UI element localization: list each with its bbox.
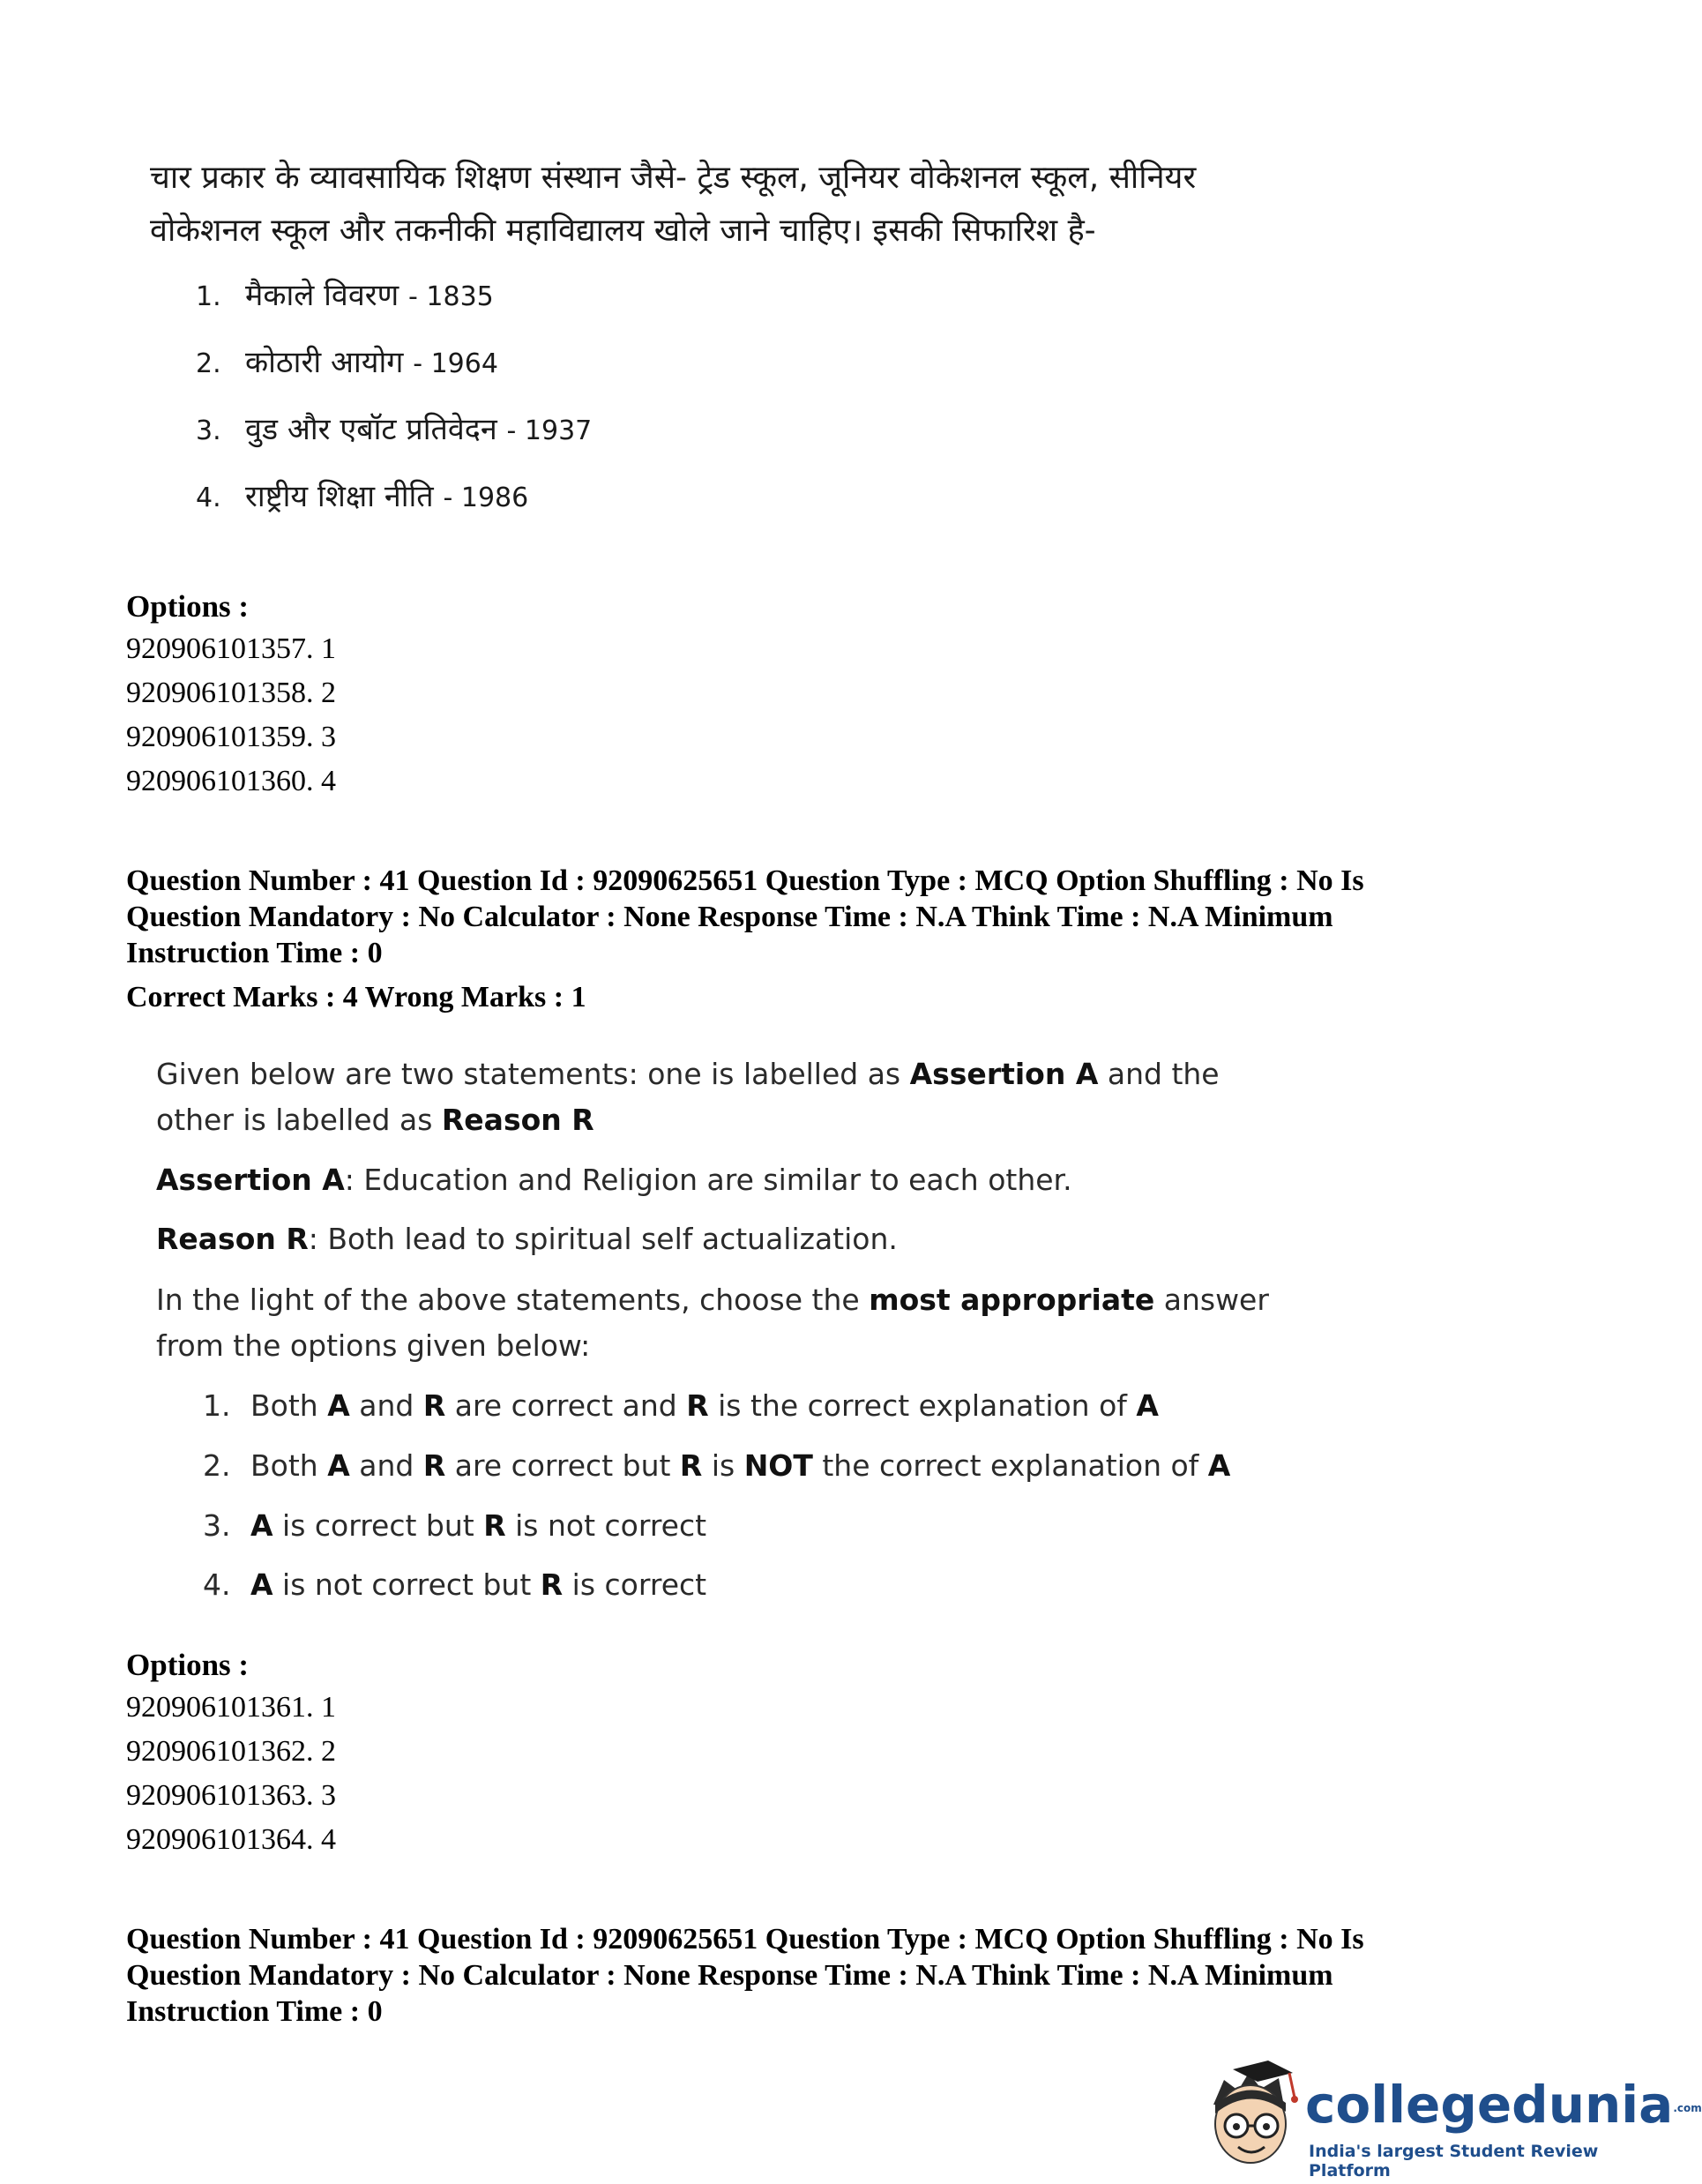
question-metadata: Question Number : 41 Question Id : 92090625651 Question Type : MCQ Option Shuffling : No Is Question Mandatory : No Calculator : None Response Time : N.A Think Time : N.A Minimum Instruction Time : 0 <box>126 864 1364 969</box>
option-id-line: 920906101360. 4 <box>126 765 336 797</box>
reason-statement: Reason R: Both lead to spiritual self actualization. <box>156 1222 898 1256</box>
question-option-2: 2. कोठारी आयोग - 1964 <box>196 345 498 380</box>
assertion-statement: Assertion A: Education and Religion are similar to each other. <box>156 1163 1072 1197</box>
logo-dotcom: .com <box>1673 2101 1702 2114</box>
answer-choice-4: 4. A is not correct but R is correct <box>203 1567 707 1602</box>
question-metadata: Question Number : 41 Question Id : 92090625651 Question Type : MCQ Option Shuffling : No Is Question Mandatory : No Calculator : None Response Time : N.A Think Time : N.A Minimum Instruction Time : 0 <box>126 1923 1364 2028</box>
question-option-4: 4. राष्ट्रीय शिक्षा नीति - 1986 <box>196 479 529 514</box>
option-id-line: 920906101357. 1 <box>126 632 336 665</box>
question-line-1: चार प्रकार के व्यावसायिक शिक्षण संस्थान जैसे- ट्रेड स्कूल, जूनियर वोकेशनल स्कूल, सीनियर <box>150 160 1197 196</box>
question-option-1: 1. मैकाले विवरण - 1835 <box>196 278 494 313</box>
question-text-hindi <box>150 152 1296 258</box>
options-heading: Options : <box>126 1648 250 1682</box>
option-id-line: 920906101363. 3 <box>126 1779 336 1812</box>
marks-info: Correct Marks : 4 Wrong Marks : 1 <box>126 981 586 1013</box>
answer-choice-3: 3. A is correct but R is not correct <box>203 1508 707 1543</box>
mascot-icon <box>1198 2061 1303 2175</box>
instruction-line-1: In the light of the above statements, choose the most appropriate answer <box>156 1283 1269 1317</box>
logo-tagline: India's largest Student Review Platform <box>1309 2142 1599 2180</box>
instruction-line-2: from the options given below: <box>156 1328 591 1363</box>
answer-choice-1: 1. Both A and R are correct and R is the correct explanation of A <box>203 1388 1159 1423</box>
option-id-line: 920906101359. 3 <box>126 721 336 753</box>
option-id-line: 920906101358. 2 <box>126 677 336 709</box>
option-id-line: 920906101364. 4 <box>126 1823 336 1856</box>
question-line-2: वोकेशनल स्कूल और तकनीकी महाविद्यालय खोले जाने चाहिए। इसकी सिफारिश है- <box>150 213 1096 249</box>
logo-wordmark: collegedunia.com <box>1305 2075 1702 2135</box>
answer-choice-2: 2. Both A and R are correct but R is NOT the correct explanation of A <box>203 1448 1231 1483</box>
question-intro-line-1: Given below are two statements: one is labelled as Assertion A and the <box>156 1057 1220 1091</box>
question-intro-line-2: other is labelled as Reason R <box>156 1103 594 1137</box>
option-id-line: 920906101362. 2 <box>126 1735 336 1768</box>
question-option-3: 3. वुड और एबॉट प्रतिवेदन - 1937 <box>196 412 593 447</box>
options-heading: Options : <box>126 589 250 624</box>
option-id-line: 920906101361. 1 <box>126 1691 336 1724</box>
